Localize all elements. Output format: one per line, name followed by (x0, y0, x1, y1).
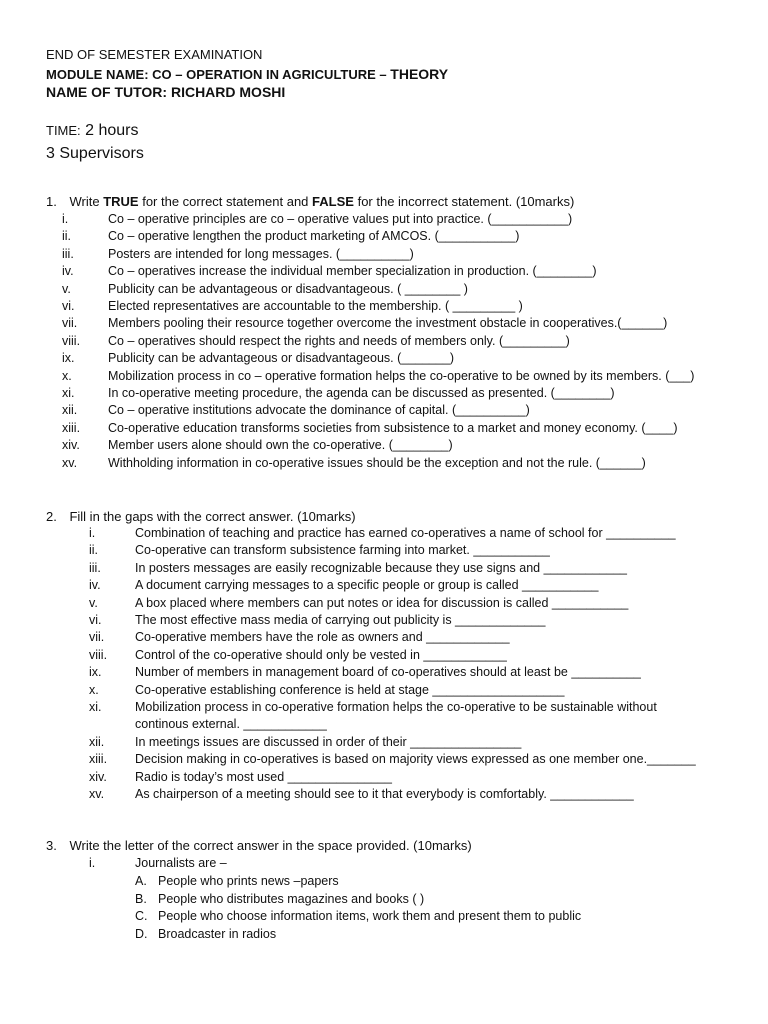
q1-item-number: i. (62, 212, 69, 226)
q3-option-letter: D. (135, 926, 148, 941)
q3-option (0, 927, 768, 944)
q3-option (0, 874, 768, 891)
q2-item (0, 752, 768, 769)
q1-item-number: iii. (62, 246, 74, 261)
q3-sub-number: i. (89, 856, 96, 870)
q1-item-text: Publicity can be advantageous or disadvantageous. (_______) (108, 351, 455, 366)
q2-item (0, 578, 768, 595)
supervisors: 3 Supervisors (46, 145, 144, 162)
q1-instruction-mid: for the correct statement and (142, 194, 309, 209)
q1-false-word: FALSE (312, 194, 354, 209)
time-value: 2 hours (85, 122, 139, 139)
q1-item-number: vii. (62, 316, 78, 331)
exam-title: END OF SEMESTER EXAMINATION (46, 47, 263, 62)
q1-item-text: Posters are intended for long messages. (__________) (108, 246, 414, 261)
q2-item (0, 735, 768, 752)
q3-option (0, 892, 768, 909)
q3-instruction: Write the letter of the correct answer in the space provided. (10marks) (69, 838, 472, 853)
q2-item-number: iv. (89, 578, 101, 593)
q1-item-number: vi. (62, 299, 75, 313)
module-theory: THEORY (390, 66, 449, 82)
q3-option-text: People who distributes magazines and books ( ) (158, 891, 425, 906)
q1-item-number: viii. (62, 333, 81, 348)
q1-number: 1. (46, 194, 57, 209)
q2-item-number: v. (89, 595, 98, 610)
q2-item-text: In posters messages are easily recognizable because they use signs and ____________ (135, 560, 627, 575)
module-name (46, 66, 448, 82)
q1-item-text: Member users alone should own the co-operative. (________) (108, 438, 453, 453)
q2-item (0, 630, 768, 647)
q1-item-number: xi. (62, 386, 75, 400)
q2-item-text: Control of the co-operative should only be vested in ____________ (135, 647, 507, 662)
q1-item (0, 456, 768, 473)
module-name-prefix: MODULE NAME: CO – OPERATION IN AGRICULTURE – (46, 67, 387, 82)
q2-item (0, 526, 768, 543)
q1-item-number: xiv. (62, 438, 80, 453)
q2-item-text: continous external. ____________ (135, 717, 327, 732)
q1-item-number: x. (62, 368, 72, 383)
q1-item (0, 369, 768, 386)
q1-item-number: xv. (62, 455, 78, 470)
q2-item-number: i. (89, 526, 96, 540)
q3-subquestion (0, 856, 768, 873)
q1-item (0, 403, 768, 420)
q1-item (0, 299, 768, 316)
q1-item (0, 438, 768, 455)
q2-item (0, 665, 768, 682)
q1-item-number: v. (62, 281, 71, 296)
q1-true-word: TRUE (103, 194, 139, 209)
q2-item (0, 613, 768, 630)
q2-item-text: In meetings issues are discussed in order of their ________________ (135, 734, 522, 749)
q3-sub-text: Journalists are – (135, 856, 227, 870)
q3-option-text: People who prints news –papers (158, 874, 339, 888)
q1-item-number: iv. (62, 264, 74, 279)
q2-heading (46, 509, 356, 524)
q1-item-number: xii. (62, 403, 78, 418)
q1-item-text: Co – operative institutions advocate the dominance of capital. (__________) (108, 403, 530, 418)
q2-item (0, 648, 768, 665)
q2-item-number: xi. (89, 700, 102, 714)
q1-heading (46, 194, 574, 209)
q1-instruction-pre: Write (69, 194, 100, 209)
q2-item (0, 596, 768, 613)
q2-item-text: Co-operative establishing conference is held at stage ___________________ (135, 682, 565, 697)
q1-item-text: Elected representatives are accountable to the membership. ( _________ ) (108, 299, 523, 313)
q1-item (0, 247, 768, 264)
q1-item-text: Co – operatives should respect the rights and needs of members only. (_________) (108, 333, 570, 348)
q1-instruction-post: for the incorrect statement. (10marks) (357, 194, 575, 209)
q2-item (0, 561, 768, 578)
q2-item (0, 787, 768, 804)
q1-item (0, 229, 768, 246)
q1-item-text: Co – operative lengthen the product marketing of AMCOS. (___________) (108, 229, 520, 244)
q2-item (0, 700, 768, 717)
time-line (46, 122, 139, 140)
q1-item-number: ii. (62, 229, 72, 244)
q1-item (0, 351, 768, 368)
q1-item (0, 316, 768, 333)
q2-item-number: vi. (89, 613, 102, 627)
q1-item (0, 264, 768, 281)
q3-heading (46, 838, 472, 853)
q1-item (0, 386, 768, 403)
q1-item-text: In co-operative meeting procedure, the agenda can be discussed as presented. (________) (108, 386, 615, 400)
q1-item-number: ix. (62, 351, 75, 366)
q2-item-text: Co-operative can transform subsistence farming into market. ___________ (135, 543, 550, 558)
q2-item-text: A document carrying messages to a specific people or group is called ___________ (135, 578, 599, 593)
q2-item-text: Mobilization process in co-operative formation helps the co-operative to be sustainable without (135, 700, 657, 714)
q2-item-number: xiv. (89, 769, 107, 784)
q2-item-text: The most effective mass media of carrying out publicity is _____________ (135, 613, 546, 627)
q1-item-text: Co-operative education transforms societies from subsistence to a market and money economy. (____) (108, 420, 678, 435)
q3-option-letter: C. (135, 909, 148, 923)
tutor-name: NAME OF TUTOR: RICHARD MOSHI (46, 84, 286, 100)
q2-item (0, 683, 768, 700)
q1-item-text: Withholding information in co-operative issues should be the exception and not the rule. (______) (108, 455, 646, 470)
q2-item-text: Combination of teaching and practice has earned co-operatives a name of school for __________ (135, 526, 676, 540)
q2-instruction: Fill in the gaps with the correct answer. (10marks) (69, 509, 356, 524)
q3-option-letter: A. (135, 874, 147, 888)
q1-item (0, 334, 768, 351)
q2-item-number: viii. (89, 647, 108, 662)
q2-item-text: Radio is today’s most used _______________ (135, 769, 392, 784)
q2-item-number: x. (89, 682, 99, 697)
q2-item-text: A box placed where members can put notes or idea for discussion is called ___________ (135, 595, 629, 610)
q2-item-number: xv. (89, 787, 105, 801)
q2-item-number: vii. (89, 630, 105, 645)
q3-option-text: Broadcaster in radios (158, 926, 277, 941)
q1-item-number: xiii. (62, 420, 81, 435)
q3-number: 3. (46, 838, 57, 853)
q1-item-text: Co – operative principles are co – operative values put into practice. (___________) (108, 212, 573, 226)
q2-item-number: xiii. (89, 752, 108, 767)
q1-item (0, 282, 768, 299)
q1-item-text: Mobilization process in co – operative formation helps the co-operative to be owned by its members. (___) (108, 368, 695, 383)
q2-item-text: Number of members in management board of co-operatives should at least be __________ (135, 665, 641, 680)
q2-item-number: ii. (89, 543, 99, 558)
time-label: TIME: (46, 123, 81, 138)
q2-item-text: Co-operative members have the role as owners and ____________ (135, 630, 510, 645)
q1-item-text: Members pooling their resource together overcome the investment obstacle in cooperatives.(______) (108, 316, 668, 331)
q2-item-number: iii. (89, 560, 101, 575)
q1-item-text: Co – operatives increase the individual member specialization in production. (________) (108, 264, 597, 279)
q2-number: 2. (46, 509, 57, 524)
q1-item-text: Publicity can be advantageous or disadvantageous. ( ________ ) (108, 281, 468, 296)
q2-item-text: Decision making in co-operatives is based on majority views expressed as one member one._______ (135, 752, 696, 767)
q2-item (0, 543, 768, 560)
q2-item (0, 717, 768, 734)
q1-item (0, 421, 768, 438)
q2-item-number: ix. (89, 665, 102, 680)
q2-item (0, 770, 768, 787)
q2-item-number: xii. (89, 734, 105, 749)
q1-item (0, 212, 768, 229)
q3-option (0, 909, 768, 926)
q3-option-letter: B. (135, 891, 147, 906)
q3-option-text: People who choose information items, work them and present them to public (158, 909, 582, 923)
q2-item-text: As chairperson of a meeting should see to it that everybody is comfortably. ____________ (135, 787, 634, 801)
